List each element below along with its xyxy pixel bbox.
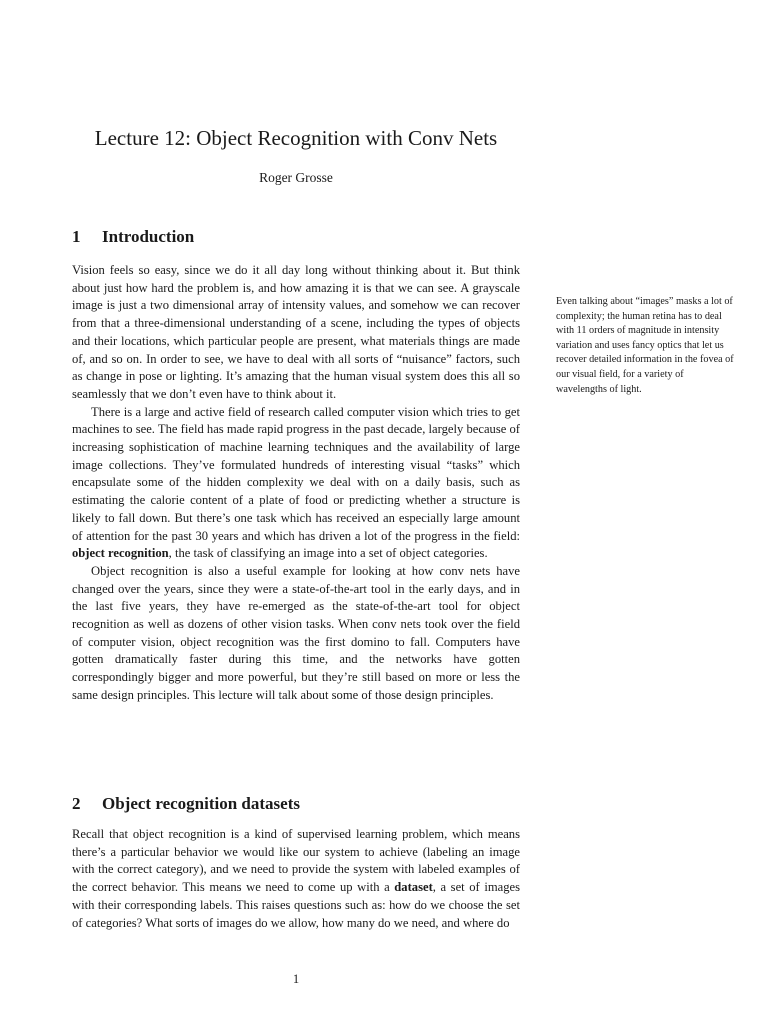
paragraph-text: Vision feels so easy, since we do it all day long without thinking about it. But think about just how hard the problem is, and how amazing it is that we can see. A grayscale image is just a two dimensional array of intensity values, and somehow we can recover from that a three-dimensional understanding of a scene, including the types of objects and their locations, which particular people are present, what materials things are made of, and so on. In order to see, we have to deal with all sorts of “nuisance” factors, such as change in pose or lighting. It’s amazing that the human visual system does this all so seamlessly that we don’t even have to think about it.: [72, 263, 520, 401]
paragraph: [72, 563, 520, 705]
section-number: 1: [72, 227, 81, 246]
section-heading-datasets: [72, 793, 300, 815]
paragraph: [72, 826, 520, 932]
section-body-introduction: [72, 262, 520, 705]
section-body-datasets: [72, 826, 520, 932]
paragraph-text: There is a large and active field of research called computer vision which tries to get machines to see. The field has made rapid progress in the past decade, largely because of increasing sophistication of machine learning techniques and the availability of large image collections. They’ve formulated hundreds of interesting visual “tasks” which encapsulate some of the hidden complexity we deal with on a daily basis, such as estimating the calorie content of a plate of food or predicting whether a structure is likely to fall down. But there’s one task which has received an especially large amount of attention for the past 30 years and which has driven a lot of the progress in the field:: [72, 404, 520, 543]
paragraph: [72, 404, 520, 563]
section-title: Object recognition datasets: [102, 794, 300, 813]
page-title: Lecture 12: Object Recognition with Conv Nets: [94, 126, 498, 150]
margin-note: Even talking about “images” masks a lot of complexity; the human retina has to deal with 11 orders of magnitude in intensity variation and uses fancy optics that let us recover detailed information in the fovea of our visual field, for a variety of wavelengths of light.: [556, 296, 734, 395]
author-name: Roger Grosse: [259, 170, 333, 185]
section-heading-introduction: [72, 226, 194, 248]
paragraph-text: Recall that object recognition is a kind of supervised learning problem, which means there’s a particular behavior we would like our system to achieve (labeling an image with the correct category), and we need to provide the system with labeled examples of the correct behavior. This means we need to come up with a: [72, 827, 520, 895]
paragraph-text: , the task of classifying an image into a set of object categories.: [168, 546, 488, 561]
paragraph: [72, 262, 520, 404]
section-title: Introduction: [102, 227, 195, 246]
section-number: 2: [72, 794, 81, 813]
page-number: 1: [292, 972, 300, 986]
paragraph-text: , a set of images with their corresponding labels. This raises questions such as: how do we choose the set of categories? What sorts of images do we allow, how many do we need, and where do: [72, 880, 520, 930]
emphasized-term: dataset: [394, 880, 433, 895]
paragraph-text: Object recognition is also a useful example for looking at how conv nets have changed over the years, since they were a state-of-the-art tool in the early days, and in the last five years, they have re-emerged as the state-of-the-art tool for object recognition as well as dozens of other vision tasks. When conv nets took over the field of computer vision, object recognition was the first domino to fall. Computers have gotten dramatically faster during this time, and the networks have gotten correspondingly bigger and more powerful, but they’re still based on more or less the same design principles. This lecture will talk about some of those design principles.: [72, 563, 520, 702]
emphasized-term: object recognition: [72, 546, 169, 561]
